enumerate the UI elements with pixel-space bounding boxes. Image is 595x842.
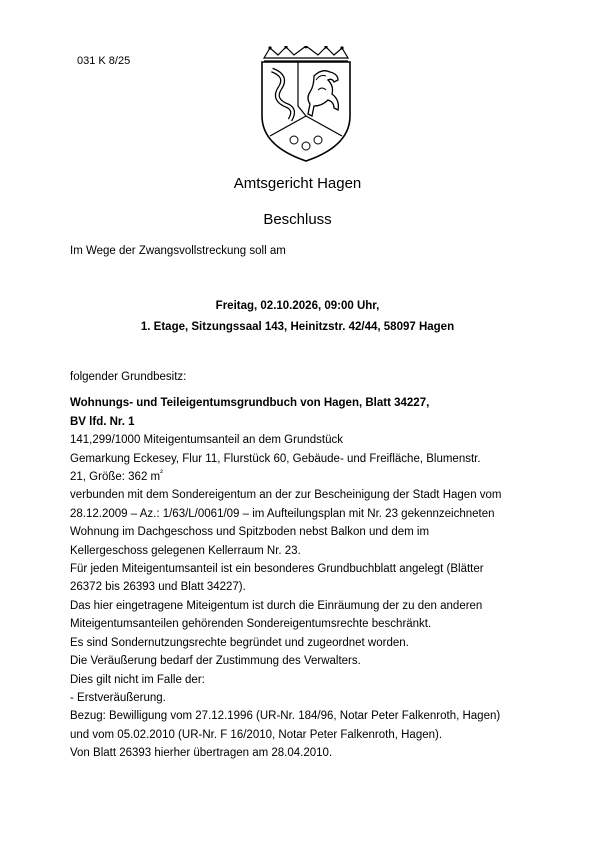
property-intro: folgender Grundbesitz: bbox=[70, 371, 187, 383]
text-line: Von Blatt 26393 hierher übertragen am 28.04.2010. bbox=[70, 747, 333, 760]
text-line: Gemarkung Eckesey, Flur 11, Flurstück 60, Gebäude- und Freifläche, Blumenstr. bbox=[70, 452, 481, 465]
property-description bbox=[70, 368, 540, 763]
size-line-text: 21, Größe: 362 m bbox=[70, 471, 161, 484]
appointment-block bbox=[0, 296, 595, 338]
size-unit-superscript: ² bbox=[160, 468, 163, 478]
text-line: Miteigentumsanteilen gehörenden Sondereigentumsrechte beschränkt. bbox=[70, 618, 432, 631]
appointment-date-time: Freitag, 02.10.2026, 09:00 Uhr, bbox=[215, 300, 380, 312]
document-title: Beschluss bbox=[263, 211, 332, 228]
text-line: 26372 bis 26393 und Blatt 34227). bbox=[70, 581, 246, 594]
case-number: 031 K 8/25 bbox=[77, 55, 131, 67]
text-line: verbunden mit dem Sondereigentum an der zur Bescheinigung der Stadt Hagen vom bbox=[70, 489, 502, 502]
appointment-location: 1. Etage, Sitzungssaal 143, Heinitzstr. 42/44, 58097 Hagen bbox=[140, 321, 455, 333]
intro-text: Im Wege der Zwangsvollstreckung soll am bbox=[70, 245, 286, 257]
size-line bbox=[70, 468, 540, 486]
text-line: Wohnung im Dachgeschoss und Spitzboden nebst Balkon und dem im bbox=[70, 526, 430, 539]
property-heading: Wohnungs- und Teileigentumsgrundbuch von Hagen, Blatt 34227, bbox=[70, 397, 430, 410]
text-line: 141,299/1000 Miteigentumsanteil an dem Grundstück bbox=[70, 434, 343, 447]
text-line: Die Veräußerung bedarf der Zustimmung des Verwalters. bbox=[70, 655, 361, 668]
text-line: Für jeden Miteigentumsanteil ist ein besonderes Grundbuchblatt angelegt (Blätter bbox=[70, 563, 484, 576]
text-line: - Erstveräußerung. bbox=[70, 691, 166, 704]
text-line: Es sind Sondernutzungsrechte begründet und zugeordnet worden. bbox=[70, 636, 409, 649]
text-line: Bezug: Bewilligung vom 27.12.1996 (UR-Nr. 184/96, Notar Peter Falkenroth, Hagen) bbox=[70, 710, 501, 723]
text-line: und vom 05.02.2010 (UR-Nr. F 16/2010, Notar Peter Falkenroth, Hagen). bbox=[70, 728, 443, 741]
coat-of-arms-icon bbox=[258, 46, 354, 162]
property-subheading: BV lfd. Nr. 1 bbox=[70, 415, 135, 428]
text-line: Kellergeschoss gelegenen Kellerraum Nr. 23. bbox=[70, 544, 301, 557]
text-line: Dies gilt nicht im Falle der: bbox=[70, 673, 205, 686]
text-line: 28.12.2009 – Az.: 1/63/L/0061/09 – im Aufteilungsplan mit Nr. 23 gekennzeichneten bbox=[70, 507, 495, 520]
text-line: Das hier eingetragene Miteigentum ist durch die Einräumung der zu den anderen bbox=[70, 599, 483, 612]
court-name: Amtsgericht Hagen bbox=[233, 175, 362, 192]
